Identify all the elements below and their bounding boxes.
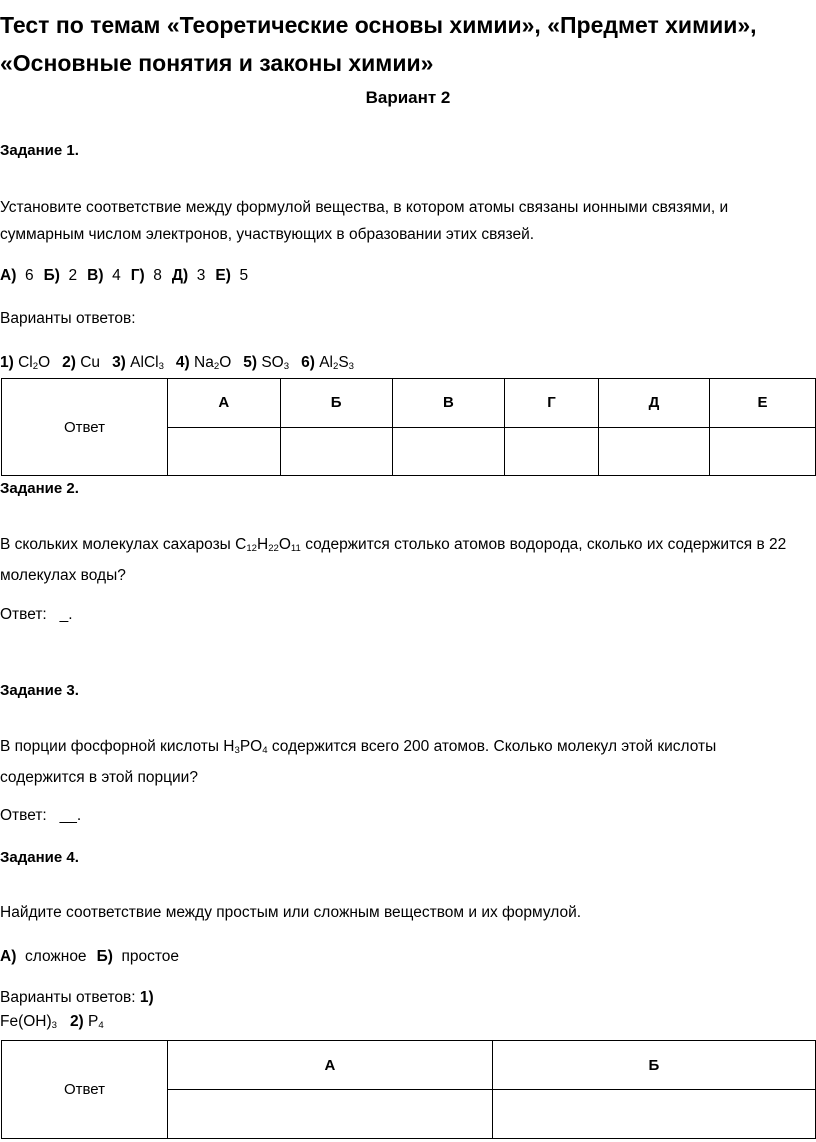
task1-option-formula: $Na_2O$ [194, 354, 232, 372]
task1-letter-item [131, 267, 162, 284]
task1-options [0, 349, 816, 380]
task1-letters [0, 262, 816, 289]
task2-heading: Задание 2. [0, 480, 79, 497]
document-title [0, 6, 816, 82]
title-line-2: «Основные понятия и законы химии» [0, 50, 434, 76]
task3-question [0, 733, 816, 791]
task1-letter-key: В) [87, 267, 104, 284]
task4-question: Найдите соответствие между простым или сложным веществом и их формулой. [0, 904, 582, 921]
task4-letter-value: простое [112, 948, 180, 965]
task1-letter-value: 6 [16, 267, 34, 284]
task1-option-formula: AlCl$_3$ [130, 354, 164, 372]
task1-col-v: В [392, 379, 505, 428]
title-line-1: Тест по темам «Теоретические основы химии», «Предмет химии», [0, 12, 757, 38]
task1-letter-value: 2 [59, 267, 78, 284]
task1-option [243, 354, 289, 371]
task1-answer-cell-b[interactable] [280, 427, 392, 476]
task1-option-formula: $SO_3$ [261, 354, 290, 372]
task1-letter-item [0, 267, 34, 284]
task1-col-a: А [168, 379, 281, 428]
task1-option [176, 354, 231, 371]
task1-letter-item [87, 267, 121, 284]
task1-letter-value: 5 [230, 267, 249, 284]
task1-question-line1: Установите соответствие между формулой вещества, в котором атомы связаны ионными связями, и [0, 199, 729, 216]
task2-question-line1: В скольких молекулах сахарозы $C_{12}H_{22}O_{11}$ содержится столько атомов водорода, сколько их содержится в 22 [0, 536, 787, 554]
task1-answer-cell-a[interactable] [168, 427, 281, 476]
task1-letter-item [215, 267, 248, 284]
task4-col-b: Б [492, 1041, 815, 1090]
task2-answer: Ответ: _. [0, 606, 73, 623]
task1-option-number: 6) [301, 354, 320, 371]
variant-heading: Вариант 2 [365, 88, 451, 107]
task1-answer-cell-d[interactable] [598, 427, 709, 476]
task4-letter-key: Б) [96, 948, 113, 965]
task1-option-number: 1) [0, 354, 19, 371]
task4-letter-value: сложное [16, 948, 87, 965]
task1-letter-value: 3 [188, 267, 206, 284]
task1-options-label: Варианты ответов: [0, 310, 136, 327]
task1-question [0, 194, 816, 248]
task1-answer-label: Ответ [2, 379, 168, 476]
task4-letters [0, 943, 816, 970]
task1-letter-value: 4 [103, 267, 121, 284]
task1-answer-cell-g[interactable] [505, 427, 599, 476]
task1-letter-key: Б) [43, 267, 60, 284]
task3-heading: Задание 3. [0, 682, 79, 699]
task1-option-formula: $Cl_2O$ [18, 354, 51, 372]
task4-options [0, 986, 816, 1038]
task1-col-e: Е [710, 379, 816, 428]
task4-col-a: А [168, 1041, 493, 1090]
task3-question-line2: содержится в этой порции? [0, 768, 198, 786]
task1-option [0, 354, 50, 371]
task4-answer-cell-a[interactable] [168, 1090, 493, 1139]
task1-option [301, 354, 354, 371]
task1-letter-key: Г) [130, 267, 145, 284]
task1-question-line2: суммарным числом электронов, участвующих в образовании этих связей. [0, 226, 535, 243]
task3-question-line1: В порции фосфорной кислоты $H_3PO_4$ содержится всего 200 атомов. Сколько молекул этой кислоты [0, 738, 717, 756]
task1-col-b: Б [280, 379, 392, 428]
task1-answer-cell-v[interactable] [392, 427, 505, 476]
task2-question [0, 531, 816, 589]
task1-letter-item [44, 267, 78, 284]
task4-options-line2: $Fe(OH)_3$ 2) $P_4$ [0, 1013, 104, 1031]
task1-option [112, 354, 164, 371]
task1-option-formula: $Al_2S_3$ [319, 354, 355, 372]
task1-option-number: 5) [243, 354, 262, 371]
task1-letter-key: А) [0, 267, 17, 284]
task4-answer-label: Ответ [2, 1041, 168, 1139]
task4-answer-cell-b[interactable] [492, 1090, 815, 1139]
task1-option-number: 3) [112, 354, 131, 371]
task1-letter-value: 8 [144, 267, 162, 284]
task3-answer: Ответ: __. [0, 807, 82, 824]
task1-option-number: 4) [175, 354, 195, 371]
task4-letter-item [0, 948, 87, 965]
task1-option-formula: Cu [80, 354, 101, 371]
task4-heading: Задание 4. [0, 849, 79, 866]
task2-question-line2: молекулах воды? [0, 566, 126, 584]
task1-answer-table [1, 378, 816, 476]
task1-heading: Задание 1. [0, 142, 79, 159]
task1-answer-cell-e[interactable] [710, 427, 816, 476]
task1-letter-key: Д) [171, 267, 189, 284]
task1-col-d: Д [598, 379, 709, 428]
task1-letter-key: Е) [215, 267, 231, 284]
task4-answer-table [1, 1040, 816, 1139]
task4-letter-item [97, 948, 179, 965]
task1-letter-item [172, 267, 205, 284]
task4-letter-key: А) [0, 948, 17, 965]
task1-col-g: Г [505, 379, 599, 428]
task1-option [62, 354, 100, 371]
task4-options-line1: Варианты ответов: 1) [0, 989, 154, 1006]
task1-option-number: 2) [62, 354, 81, 371]
